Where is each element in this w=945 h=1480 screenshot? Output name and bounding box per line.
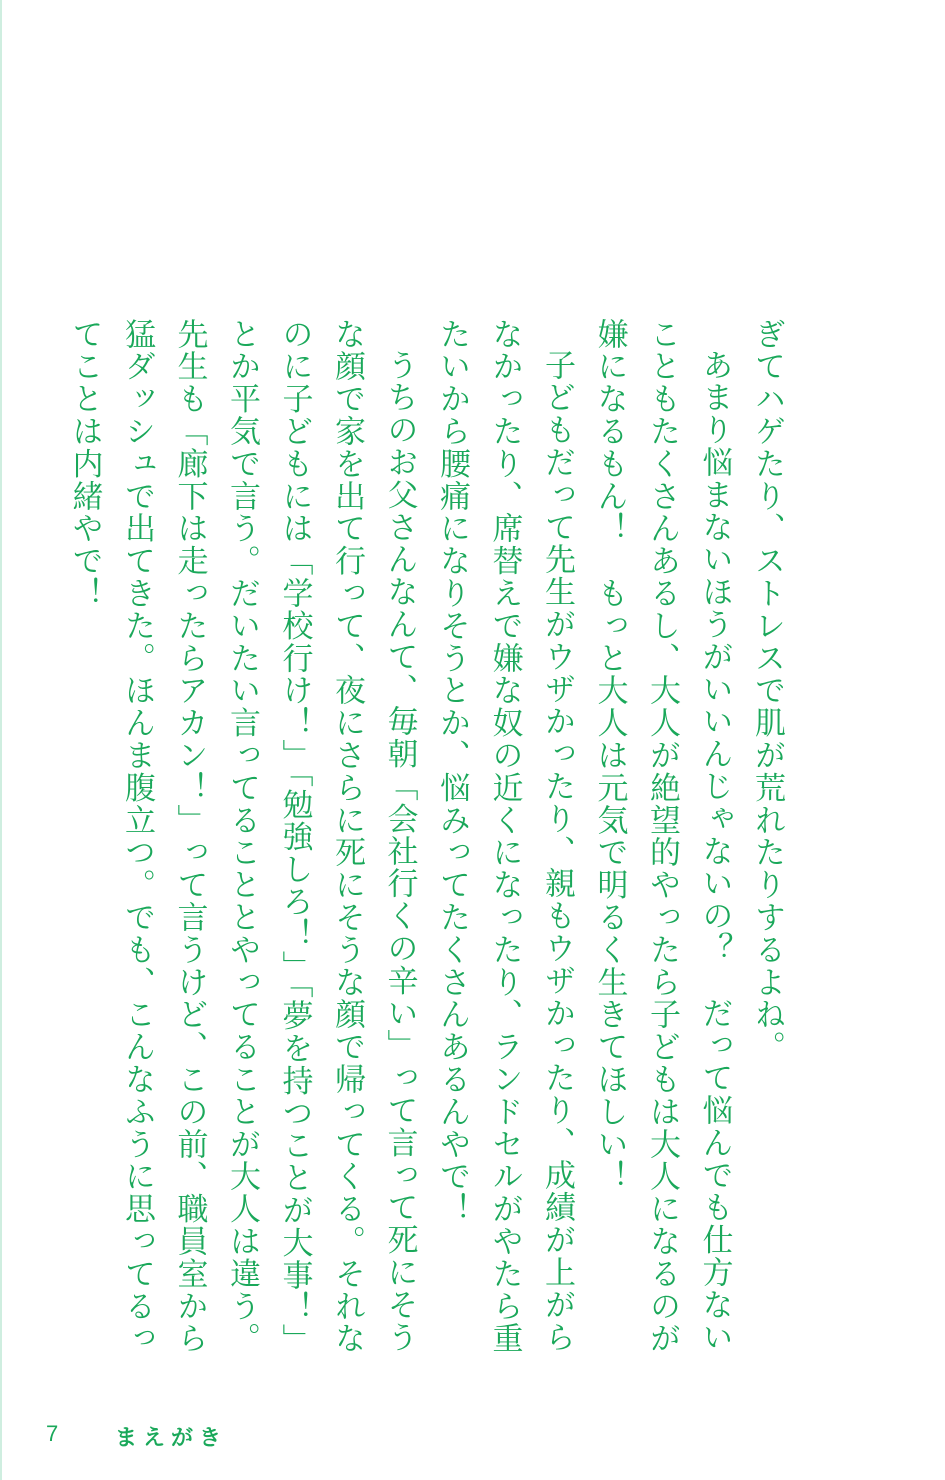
paragraph-2: あまり悩まないほうがいいんじゃないの？ だって悩んでも仕方ないこともたくさんあるし、大人が絶望的やったら子どもは大人になるのが嫌になるもん！ もっと大人は元気で明るく生きてほしい！: [591, 318, 733, 1355]
page-edge-line: [0, 0, 2, 1480]
running-section-title: まえがき: [115, 1426, 228, 1451]
paragraph-4: うちのお父さんなんて、毎朝「会社行くの辛い」って言って死にそうな顔で家を出て行って、夜にさらに死にそうな顔で帰ってくる。それなのに子どもには「学校行け！」「勉強しろ！」「夢を持つことが大事！」とか平気で言う。だいたい言ってることとやってることが大人は違う。先生も「廊下は走ったらアカン！」って言うけど、この前、職員室から猛ダッシュで出てきた。ほんま腹立つ。でも、こんなふうに思ってるってことは内緒やで！: [66, 318, 418, 1357]
paragraph-1: ぎてハゲたり、ストレスで肌が荒れたりするよね。: [749, 318, 785, 1064]
page-number: 7: [46, 1421, 59, 1446]
paragraph-3: 子どもだって先生がウザかったり、親もウザかったり、成績が上がらなかったり、席替えで嫌な奴の近くになったり、ランドセルがやたら重たいから腰痛になりそうとか、悩みってたくさんあるんやで！: [434, 318, 575, 1355]
vertical-body-text: [58, 318, 793, 1378]
